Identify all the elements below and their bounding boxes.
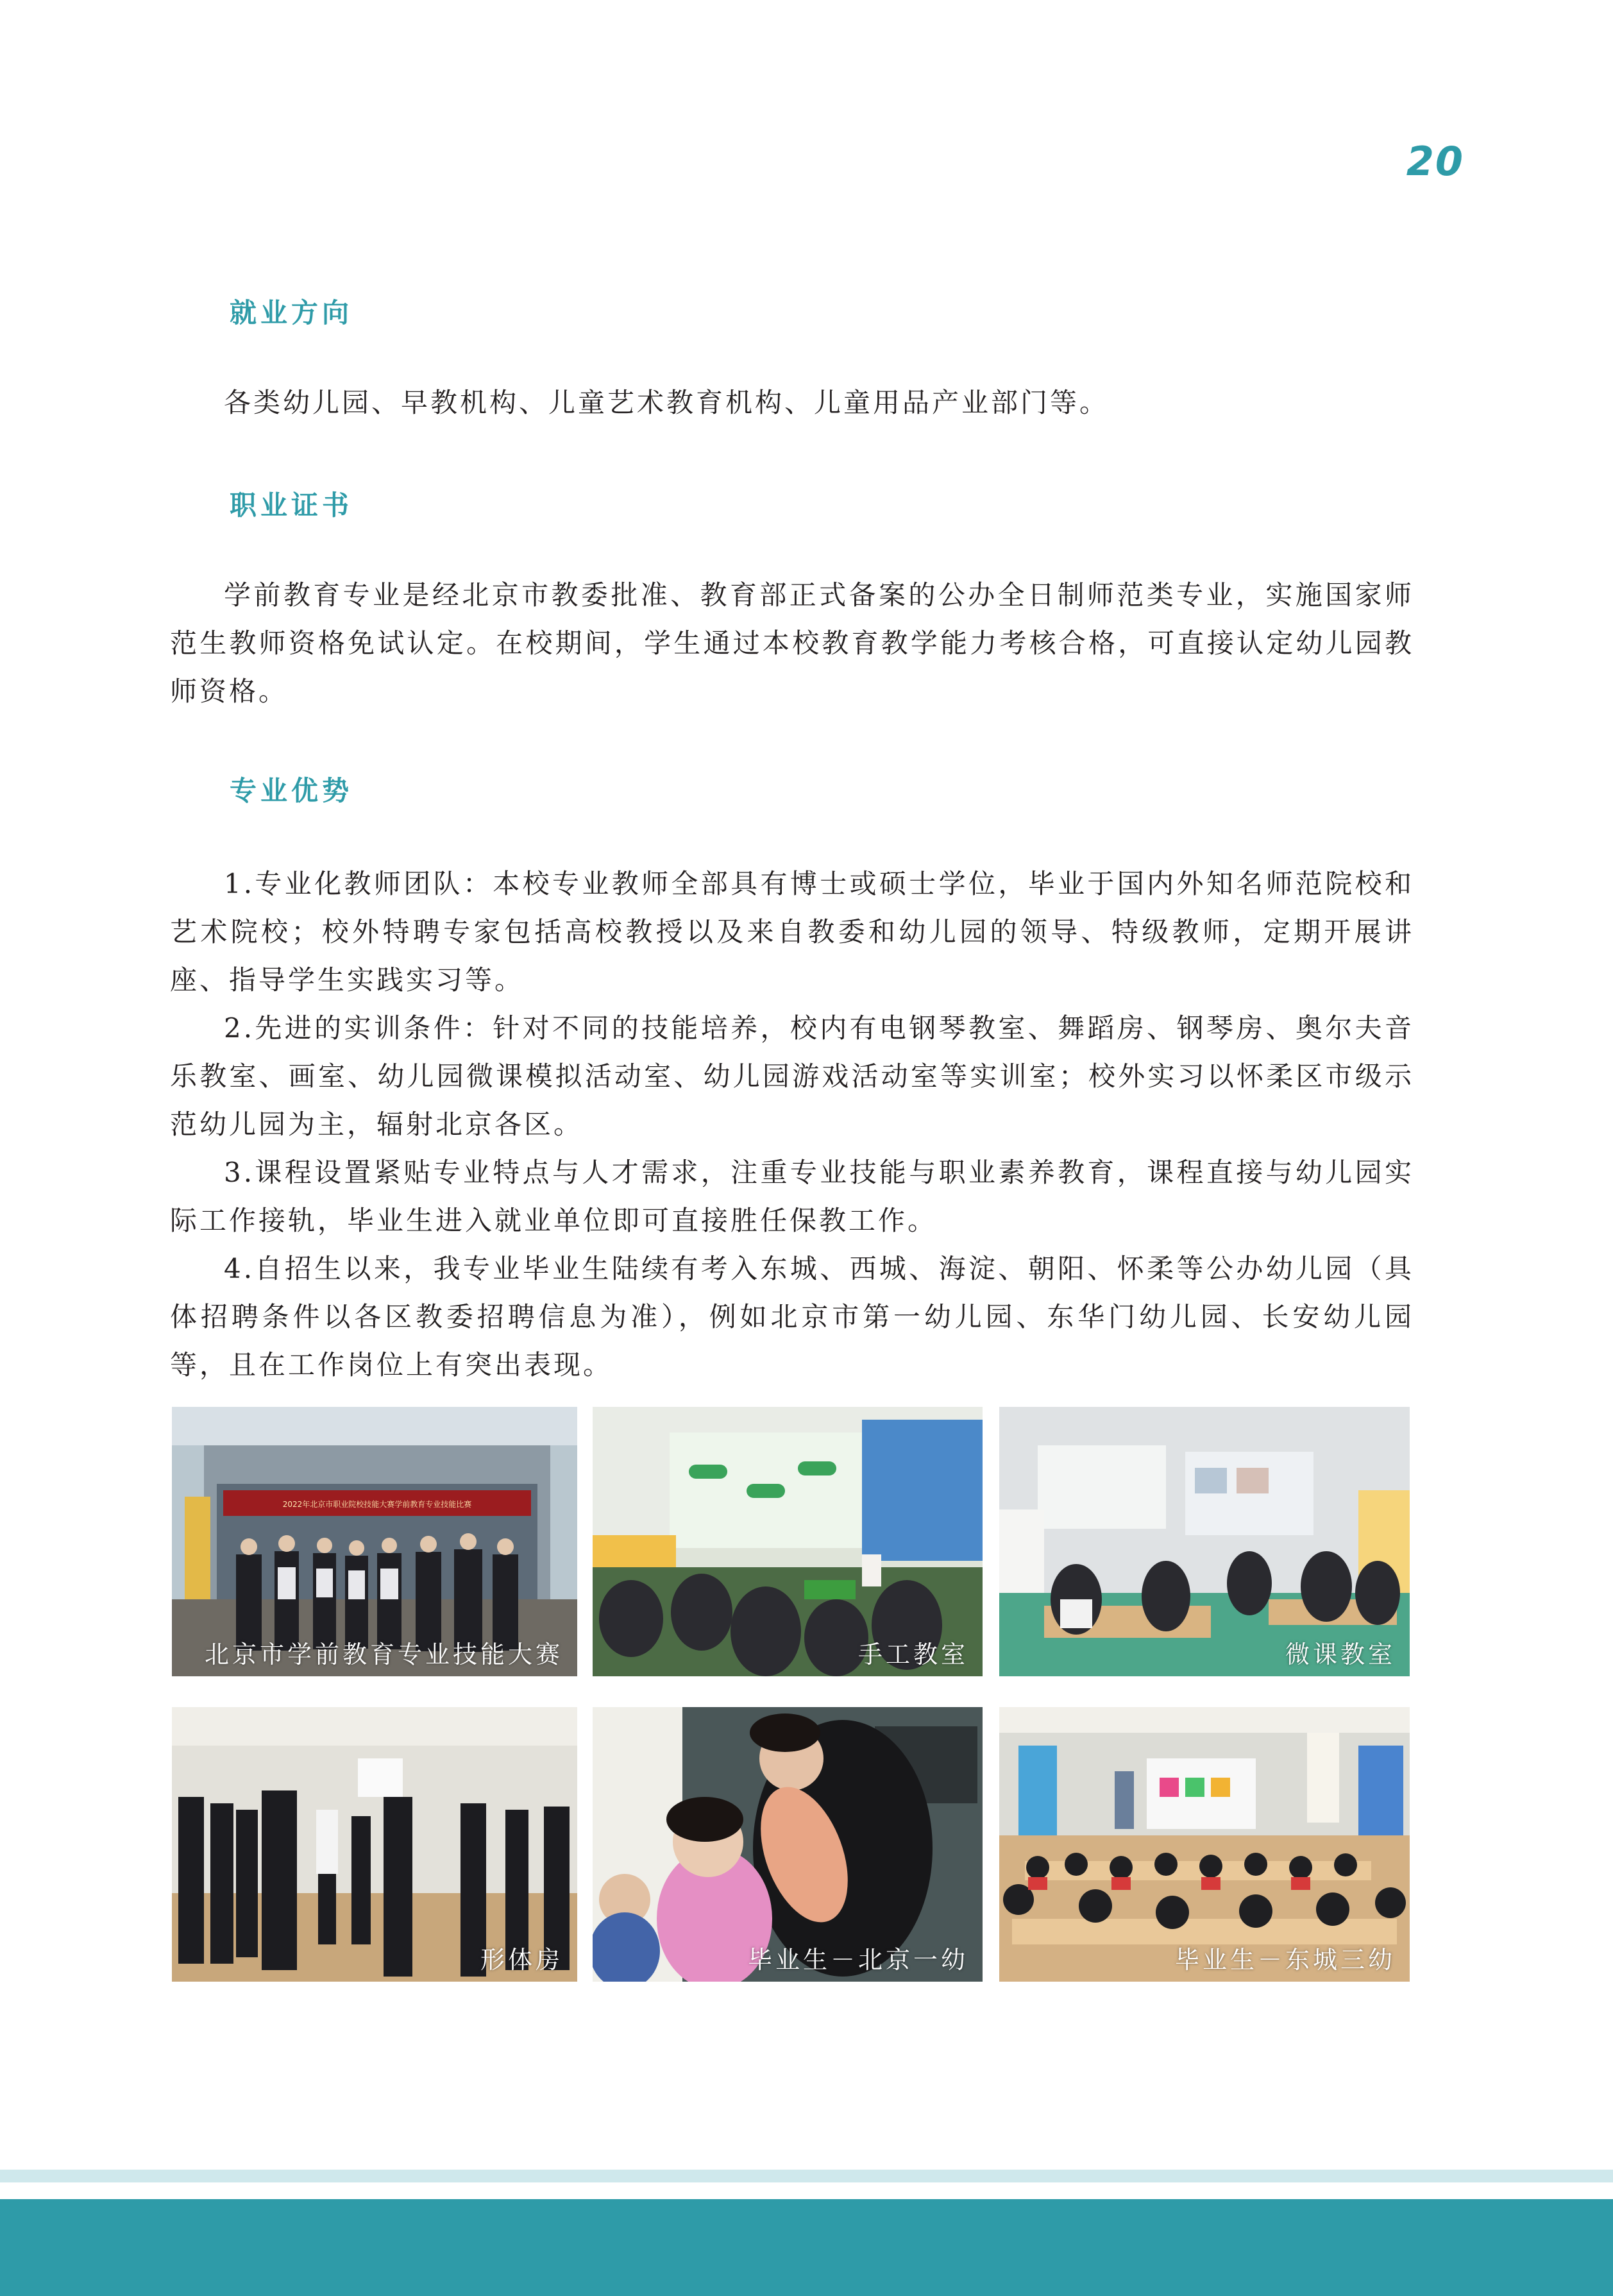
photo-caption: 手工教室 <box>857 1640 968 1669</box>
heading-advantages: 专业优势 <box>230 775 353 806</box>
certificate-text <box>170 571 1414 715</box>
heading-certificate: 职业证书 <box>230 489 353 521</box>
footer-band-dark <box>0 2199 1613 2296</box>
photo-caption: 北京市学前教育专业技能大赛 <box>204 1640 563 1669</box>
page-number: 20 <box>1406 138 1464 185</box>
advantage-item-3: 3.课程设置紧贴专业特点与人才需求，注重专业技能与职业素养教育，课程直接与幼儿园实际工作接轨，毕业生进入就业单位即可直接胜任保教工作。 <box>170 1157 1414 1236</box>
photo-caption: 毕业生－东城三幼 <box>1174 1946 1396 1974</box>
photo-craft-classroom <box>593 1407 983 1676</box>
advantage-item-1: 1.专业化教师团队：本校专业教师全部具有博士或硕士学位，毕业于国内外知名师范院校和艺术院校；校外特聘专家包括高校教授以及来自教委和幼儿园的领导、特级教师，定期开展讲座、指导学生实践实习等。 <box>170 868 1414 996</box>
photo-caption: 微课教室 <box>1285 1640 1396 1669</box>
photo-graduate-dongcheng-third <box>999 1707 1410 1982</box>
footer-band-light <box>0 2170 1613 2182</box>
employment-text <box>170 378 1414 427</box>
building-banner-text: 2022年北京市职业院校技能大赛学前教育专业技能比赛 <box>282 1500 472 1509</box>
photo-caption: 毕业生－北京一幼 <box>747 1946 968 1974</box>
certificate-paragraph: 学前教育专业是经北京市教委批准、教育部正式备案的公办全日制师范类专业，实施国家师范生教师资格免试认定。在校期间，学生通过本校教育教学能力考核合格，可直接认定幼儿园教师资格。 <box>170 579 1414 707</box>
photo-microlesson-classroom <box>999 1407 1410 1676</box>
advantage-item-4: 4.自招生以来，我专业毕业生陆续有考入东城、西城、海淀、朝阳、怀柔等公办幼儿园（具体招聘条件以各区教委招聘信息为准），例如北京市第一幼儿园、东华门幼儿园、长安幼儿园等，且在工作岗位上有突出表现。 <box>170 1253 1414 1381</box>
photo-dance-room <box>172 1707 577 1982</box>
photo-skills-competition <box>172 1407 577 1676</box>
photo-caption: 形体房 <box>480 1946 563 1974</box>
advantage-item-2: 2.先进的实训条件：针对不同的技能培养，校内有电钢琴教室、舞蹈房、钢琴房、奥尔夫音乐教室、画室、幼儿园微课模拟活动室、幼儿园游戏活动室等实训室；校外实习以怀柔区市级示范幼儿园为主，辐射北京各区。 <box>170 1012 1414 1140</box>
photo-graduate-beijing-first <box>593 1707 983 1982</box>
advantages-text <box>170 860 1414 1389</box>
heading-employment: 就业方向 <box>230 297 353 328</box>
employment-paragraph: 各类幼儿园、早教机构、儿童艺术教育机构、儿童用品产业部门等。 <box>224 387 1110 418</box>
